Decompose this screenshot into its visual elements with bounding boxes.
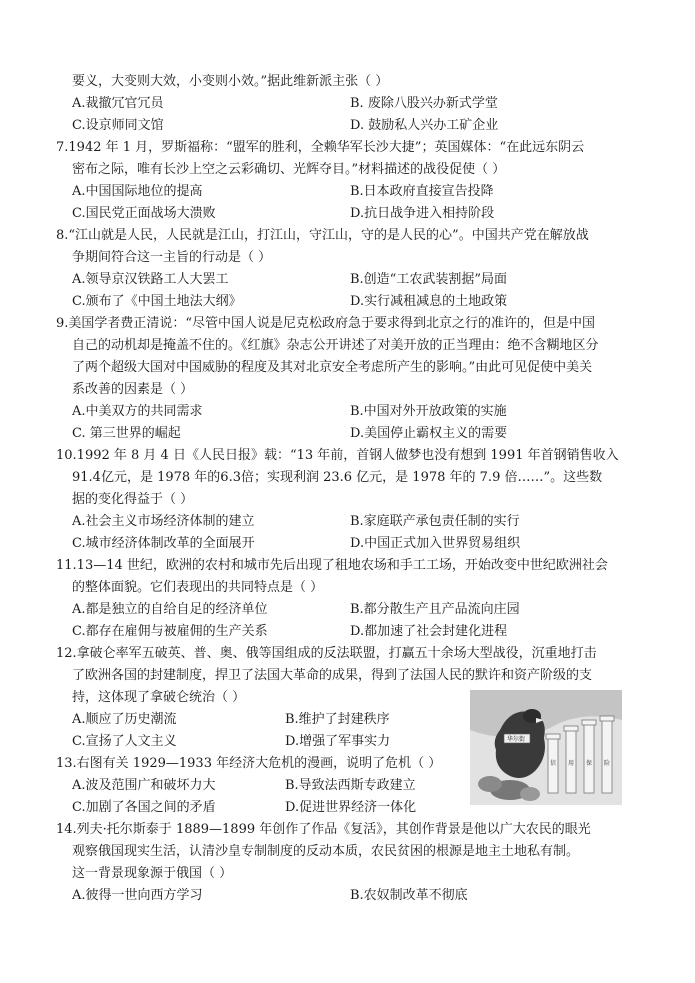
q7-option-d[interactable]: D.抗日战争进入相持阶段 [350,206,495,221]
q10-option-b[interactable]: B.家庭联产承包责任制的实行 [350,514,520,529]
q7-option-a[interactable]: A.中国国际地位的提高 [72,184,203,199]
question-12-stem-cont: 持，这体现了拿破仑统治（ ） [72,690,246,705]
q8-option-a[interactable]: A.领导京汉铁路工人大罢工 [72,272,229,287]
question-8-stem-cont: 争期间符合这一主旨的行动是（ ） [72,250,272,265]
q13-option-d[interactable]: D.促进世界经济一体化 [285,800,417,815]
cartoon-illustration [470,690,622,805]
q9-option-b[interactable]: B.中国对外开放政策的实施 [350,404,507,419]
q12-option-c[interactable]: C.宣扬了人文主义 [72,734,177,749]
q12-option-a[interactable]: A.顺应了历史潮流 [72,712,177,727]
q8-option-b[interactable]: B.创造“工农武装割据”局面 [350,272,507,287]
q9-option-a[interactable]: A.中美双方的共同需求 [72,404,203,419]
question-10-stem-cont: 据的变化得益于（ ） [72,492,194,507]
pillar-label: 险 [604,760,611,767]
question-12-stem-cont: 了欧洲各国的封建制度，捍卫了法国大革命的成果，得到了法国人民的默许和资产阶级的支 [72,668,593,683]
q12-option-b[interactable]: B.维护了封建秩序 [285,712,390,727]
q8-option-d[interactable]: D.实行减租减息的土地政策 [350,294,508,309]
question-11-stem: 11.13—14 世纪，欧洲的农村和城市先后出现了租地农场和手工工场，开始改变中世纪欧洲社会 [56,558,608,573]
option-d[interactable]: D. 鼓励私人兴办工矿企业 [350,118,499,133]
question-14-stem-cont: 观察俄国现实生活，认清沙皇专制制度的反动本质，农民贫困的根源是地主土地私有制。 [72,844,580,859]
q13-option-b[interactable]: B.导致法西斯专政建立 [285,778,416,793]
q14-option-b[interactable]: B.农奴制改革不彻底 [350,888,468,903]
q12-option-d[interactable]: D.增强了军事实力 [285,734,391,749]
question-9-stem-cont: 自己的动机却是掩盖不住的。《红旗》杂志公开讲述了对美开放的正当理由：绝不含糊地区分 [72,338,599,353]
q13-option-c[interactable]: C.加剧了各国之间的矛盾 [72,800,216,815]
question-7-stem: 7.1942 年 1 月，罗斯福称：“盟军的胜利，全赖华军长沙大捷”；英国媒体：“在此远东阴云 [56,140,585,155]
q9-option-c[interactable]: C. 第三世界的崛起 [72,426,181,441]
question-9-stem-cont: 系改善的因素是（ ） [72,382,194,397]
bear-label: 华尔街 [507,736,526,743]
q11-option-d[interactable]: D.都加速了社会封建化进程 [350,624,508,639]
question-line: 要义，大变则大效，小变则小效。”据此维新派主张（ ） [72,74,389,89]
question-12-stem: 12.拿破仑率军五破英、普、奥、俄等国组成的反法联盟，打赢五十余场大型战役，沉重地打击 [56,646,597,661]
pillar-label: 信 [550,760,557,767]
q10-option-c[interactable]: C.城市经济体制改革的全面展开 [72,536,255,551]
q14-option-a[interactable]: A.彼得一世向西方学习 [72,888,203,903]
q11-option-c[interactable]: C.都存在雇佣与被雇佣的生产关系 [72,624,268,639]
q10-option-d[interactable]: D.中国正式加入世界贸易组织 [350,536,521,551]
q13-option-a[interactable]: A.波及范围广和破坏力大 [72,778,216,793]
q9-option-d[interactable]: D.美国停止霸权主义的需要 [350,426,508,441]
pillar-label: 保 [586,760,593,767]
question-14-stem-cont: 这一背景现象源于俄国（ ） [72,866,233,881]
option-b[interactable]: B. 废除八股兴办新式学堂 [350,96,498,111]
question-10-stem-cont: 91.4亿元，是 1978 年的6.3倍；实现利润 23.6 亿元，是 1978 年的 7.9 倍……”。这些数 [72,470,603,485]
question-13-stem: 13.右图有关 1929—1933 年经济大危机的漫画，说明了危机（ ） [56,756,442,771]
question-7-stem-cont: 密布之际，唯有长沙上空之云彩确切、光辉夺目。”材料描述的战役促使（ ） [72,162,506,177]
q8-option-c[interactable]: C.颁布了《中国土地法大纲》 [72,294,242,309]
q7-option-b[interactable]: B.日本政府直接宣告投降 [350,184,494,199]
question-10-stem: 10.1992 年 8 月 4 日《人民日报》载：“13 年前，首钢人做梦也没有想到 1991 年首钢销售收入 [56,448,619,463]
q7-option-c[interactable]: C.国民党正面战场大溃败 [72,206,216,221]
economic-crisis-cartoon [470,690,622,805]
pillar-label: 用 [568,760,575,767]
q11-option-a[interactable]: A.都是独立的自给自足的经济单位 [72,602,268,617]
question-9-stem-cont: 了两个超级大国对中国威胁的程度及其对北京安全考虑所产生的影响。”由此可见促使中美关 [72,360,593,375]
question-11-stem-cont: 的整体面貌。它们表现出的共同特点是（ ） [72,580,324,595]
q11-option-b[interactable]: B.都分散生产且产品流向庄园 [350,602,520,617]
question-9-stem: 9.美国学者费正清说：“尽管中国人说是尼克松政府急于要求得到北京之行的准许的，但是中国 [56,316,596,331]
option-c[interactable]: C.设京师同文馆 [72,118,164,133]
option-a[interactable]: A.裁撤冗官冗员 [72,96,164,111]
question-14-stem: 14.列夫·托尔斯泰于 1889—1899 年创作了作品《复活》，其创作背景是他以广大农民的眼光 [56,822,591,837]
q10-option-a[interactable]: A.社会主义市场经济体制的建立 [72,514,255,529]
question-8-stem: 8.“江山就是人民，人民就是江山，打江山，守江山，守的是人民的心”。中国共产党在解放战 [56,228,589,243]
